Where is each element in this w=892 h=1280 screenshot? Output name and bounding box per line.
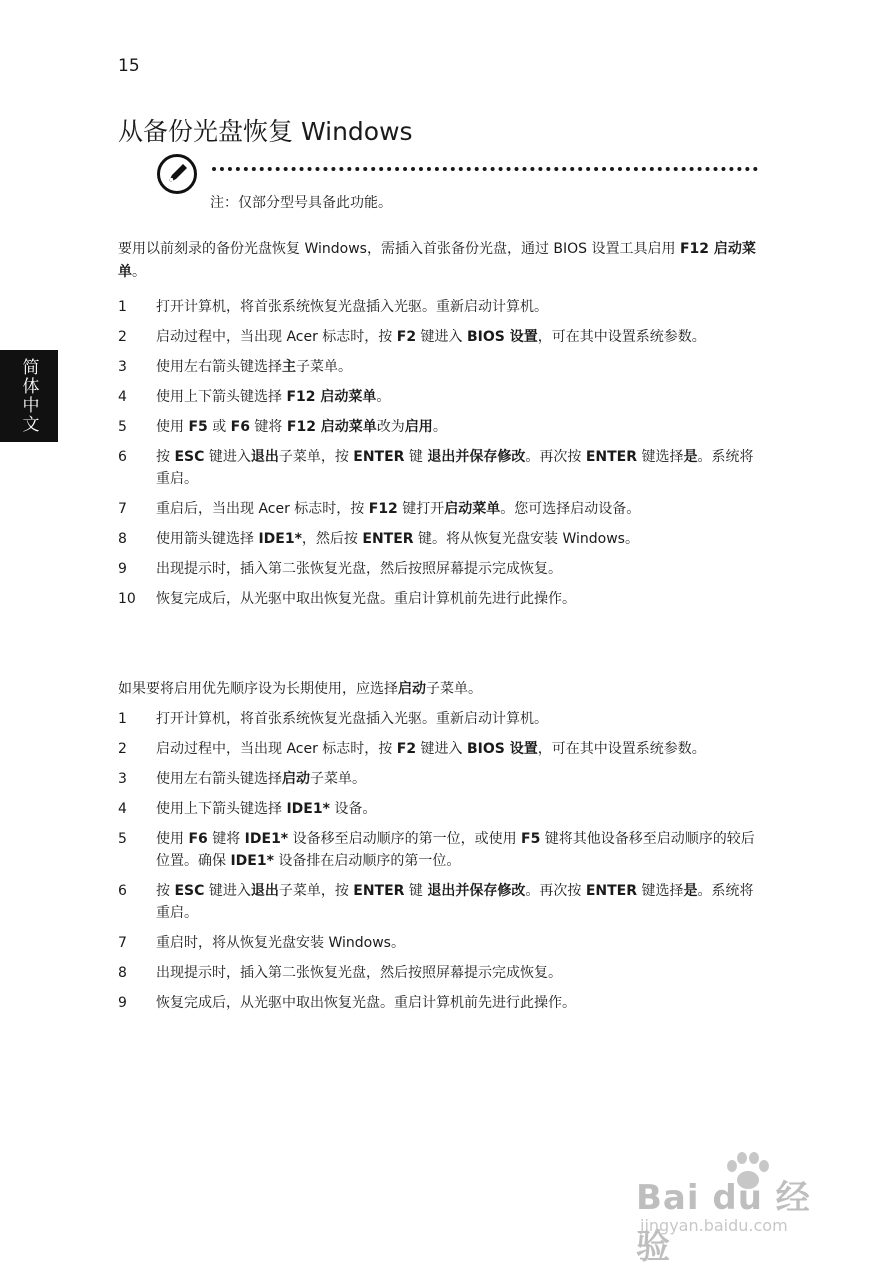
text-run: ，可在其中设置系统参数。: [537, 329, 706, 345]
step-number: 9: [118, 995, 127, 1011]
bold-text: 退出并保存修改: [427, 883, 526, 899]
step-item: [118, 708, 758, 730]
step-number: 1: [118, 299, 127, 315]
baidu-watermark: [636, 1150, 836, 1267]
text-run: 子菜单。: [296, 359, 352, 375]
step-item: [118, 880, 758, 924]
step-text: [156, 831, 755, 869]
text-run: 键: [404, 883, 428, 899]
bold-text: F2: [396, 329, 417, 345]
step-number: 6: [118, 449, 127, 465]
step-number: 9: [118, 561, 127, 577]
bold-text: 启动: [398, 681, 426, 697]
bold-text: 是: [683, 883, 698, 899]
text-run: 恢复完成后，从光驱中取出恢复光盘。重启计算机前先进行此操作。: [156, 591, 576, 607]
text-run: 。再次按: [525, 883, 586, 899]
text-run: 键将: [207, 831, 245, 847]
step-item: [118, 768, 758, 790]
note-pen-icon: [156, 153, 198, 195]
step-number: 8: [118, 965, 127, 981]
text-run: 使用箭头键选择: [156, 531, 259, 547]
step-text: [156, 711, 548, 727]
step-item: [118, 738, 758, 760]
step-item: [118, 962, 758, 984]
text-run: 启动过程中，当出现 Acer 标志时，按: [156, 329, 397, 345]
text-run: 。: [432, 419, 447, 435]
step-item: [118, 992, 758, 1014]
step-text: [156, 995, 576, 1011]
text-run: 出现提示时，插入第二张恢复光盘，然后按照屏幕提示完成恢复。: [156, 965, 562, 981]
text-run: 键将其他设备移至启动顺序的较后位置。确保: [156, 831, 755, 869]
step-text: [156, 741, 706, 757]
page-title: 从备份光盘恢复 Windows: [118, 117, 413, 146]
bold-text: IDE1*: [244, 831, 289, 847]
step-item: [118, 798, 758, 820]
boot-priority-paragraph: [118, 678, 758, 701]
step-text: [156, 359, 352, 375]
step-number: 4: [118, 389, 127, 405]
page-number: 15: [118, 56, 140, 76]
step-number: 2: [118, 741, 127, 757]
text-run: 使用左右箭头键选择: [156, 771, 282, 787]
note-text: 注：仅部分型号具备此功能。: [210, 195, 392, 211]
step-number: 3: [118, 359, 127, 375]
bold-text: F6: [230, 419, 250, 435]
bold-text: 是: [683, 449, 698, 465]
text-run: 设备。: [329, 801, 377, 817]
step-text: [156, 449, 753, 487]
text-run: 启动过程中，当出现 Acer 标志时，按: [156, 741, 397, 757]
text-run: 使用左右箭头键选择: [156, 359, 282, 375]
bold-text: F6: [188, 831, 208, 847]
bold-text: 退出并保存修改: [427, 449, 526, 465]
step-item: [118, 558, 758, 580]
text-run: 。您可选择启动设备。: [500, 501, 641, 517]
text-run: 使用: [156, 831, 189, 847]
text-run: 如果要将启用优先顺序设为长期使用，应选择: [118, 681, 398, 697]
step-text: [156, 501, 640, 517]
bold-text: F12 启动菜单: [286, 389, 377, 405]
text-run: 使用上下箭头键选择: [156, 389, 287, 405]
text-run: 。系统将重启。: [156, 883, 754, 921]
bold-text: 启动菜单: [444, 501, 501, 517]
text-run: 打开计算机，将首张系统恢复光盘插入光驱。重新启动计算机。: [156, 711, 548, 727]
step-text: [156, 965, 562, 981]
step-text: [156, 299, 548, 315]
watermark-main-text: Bai du 经验: [636, 1178, 811, 1267]
step-number: 1: [118, 711, 127, 727]
bold-text: ENTER: [362, 531, 414, 547]
text-run: 键选择: [637, 883, 684, 899]
step-number: 8: [118, 531, 127, 547]
text-run: 使用上下箭头键选择: [156, 801, 287, 817]
bold-text: ENTER: [585, 883, 638, 899]
bold-text: ENTER: [585, 449, 638, 465]
step-number: 10: [118, 591, 136, 607]
text-run: 键进入: [416, 329, 467, 345]
text-run: 键打开: [397, 501, 445, 517]
bold-text: ENTER: [353, 883, 405, 899]
step-item: [118, 932, 758, 954]
bold-text: F12 启动菜单: [118, 241, 756, 280]
text-run: 按: [156, 883, 175, 899]
text-run: 子菜单，按: [278, 883, 354, 899]
step-number: 6: [118, 883, 127, 899]
step-number: 7: [118, 935, 127, 951]
text-run: 重启时，将从恢复光盘安装 Windows。: [156, 935, 405, 951]
bold-text: 启用: [404, 419, 433, 435]
text-run: 。再次按: [525, 449, 586, 465]
language-side-tab-label: 简体中文: [18, 358, 39, 434]
step-item: [118, 828, 758, 872]
step-number: 3: [118, 771, 127, 787]
step-item: [118, 588, 758, 610]
recovery-steps-list: [118, 296, 758, 618]
text-run: 子菜单，按: [278, 449, 354, 465]
step-item: [118, 416, 758, 438]
bold-text: ESC: [174, 449, 205, 465]
step-number: 7: [118, 501, 127, 517]
step-text: [156, 801, 376, 817]
bold-text: F12 启动菜单: [286, 419, 377, 435]
text-run: 恢复完成后，从光驱中取出恢复光盘。重启计算机前先进行此操作。: [156, 995, 576, 1011]
bold-text: BIOS 设置: [466, 329, 538, 345]
text-run: 重启后，当出现 Acer 标志时，按: [156, 501, 369, 517]
step-text: [156, 531, 639, 547]
text-run: 打开计算机，将首张系统恢复光盘插入光驱。重新启动计算机。: [156, 299, 548, 315]
bold-text: F2: [396, 741, 417, 757]
step-item: [118, 326, 758, 348]
step-text: [156, 883, 753, 921]
bold-text: F5: [521, 831, 541, 847]
text-run: 键。将从恢复光盘安装 Windows。: [413, 531, 639, 547]
bold-text: ENTER: [353, 449, 405, 465]
step-item: [118, 498, 758, 520]
bold-text: IDE1*: [258, 531, 302, 547]
bold-text: 主: [282, 359, 296, 375]
watermark-url: jingyan.baidu.com: [640, 1216, 788, 1235]
bold-text: F12: [368, 501, 398, 517]
text-run: 键选择: [637, 449, 684, 465]
step-text: [156, 935, 405, 951]
text-run: 要用以前刻录的备份光盘恢复 Windows，需插入首张备份光盘，通过 BIOS 设置工具启用: [118, 241, 680, 257]
step-item: [118, 446, 758, 490]
bold-text: F5: [188, 419, 208, 435]
step-number: 2: [118, 329, 127, 345]
text-run: 子菜单。: [426, 681, 482, 697]
bold-text: 启动: [282, 771, 310, 787]
text-run: 或: [207, 419, 231, 435]
step-number: 5: [118, 831, 127, 847]
text-run: 键将: [249, 419, 287, 435]
boot-priority-steps-list: [118, 708, 758, 1022]
step-item: [118, 356, 758, 378]
text-run: 子菜单。: [310, 771, 366, 787]
text-run: 设备排在启动顺序的第一位。: [273, 853, 461, 869]
text-run: 。: [132, 264, 146, 280]
text-run: 键进入: [416, 741, 467, 757]
step-item: [118, 528, 758, 550]
text-run: 按: [156, 449, 175, 465]
bold-text: 退出: [250, 883, 279, 899]
text-run: 出现提示时，插入第二张恢复光盘，然后按照屏幕提示完成恢复。: [156, 561, 562, 577]
step-text: [156, 389, 390, 405]
bold-text: BIOS 设置: [466, 741, 538, 757]
bold-text: ESC: [174, 883, 205, 899]
step-text: [156, 561, 562, 577]
step-number: 5: [118, 419, 127, 435]
text-run: 设备移至启动顺序的第一位，或使用: [288, 831, 522, 847]
text-run: 使用: [156, 419, 189, 435]
note-divider: [212, 167, 758, 171]
step-text: [156, 591, 576, 607]
step-item: [118, 386, 758, 408]
language-side-tab: [0, 350, 58, 442]
text-run: 。: [376, 389, 391, 405]
step-number: 4: [118, 801, 127, 817]
step-text: [156, 329, 706, 345]
bold-text: IDE1*: [230, 853, 274, 869]
text-run: 改为: [376, 419, 405, 435]
text-run: ，可在其中设置系统参数。: [537, 741, 706, 757]
step-text: [156, 419, 447, 435]
text-run: 键: [404, 449, 428, 465]
text-run: ，然后按: [301, 531, 363, 547]
text-run: 键进入: [204, 449, 251, 465]
text-run: 。系统将重启。: [156, 449, 754, 487]
step-item: [118, 296, 758, 318]
step-text: [156, 771, 366, 787]
intro-paragraph: [118, 238, 758, 284]
text-run: 键进入: [204, 883, 251, 899]
bold-text: IDE1*: [286, 801, 330, 817]
bold-text: 退出: [250, 449, 279, 465]
